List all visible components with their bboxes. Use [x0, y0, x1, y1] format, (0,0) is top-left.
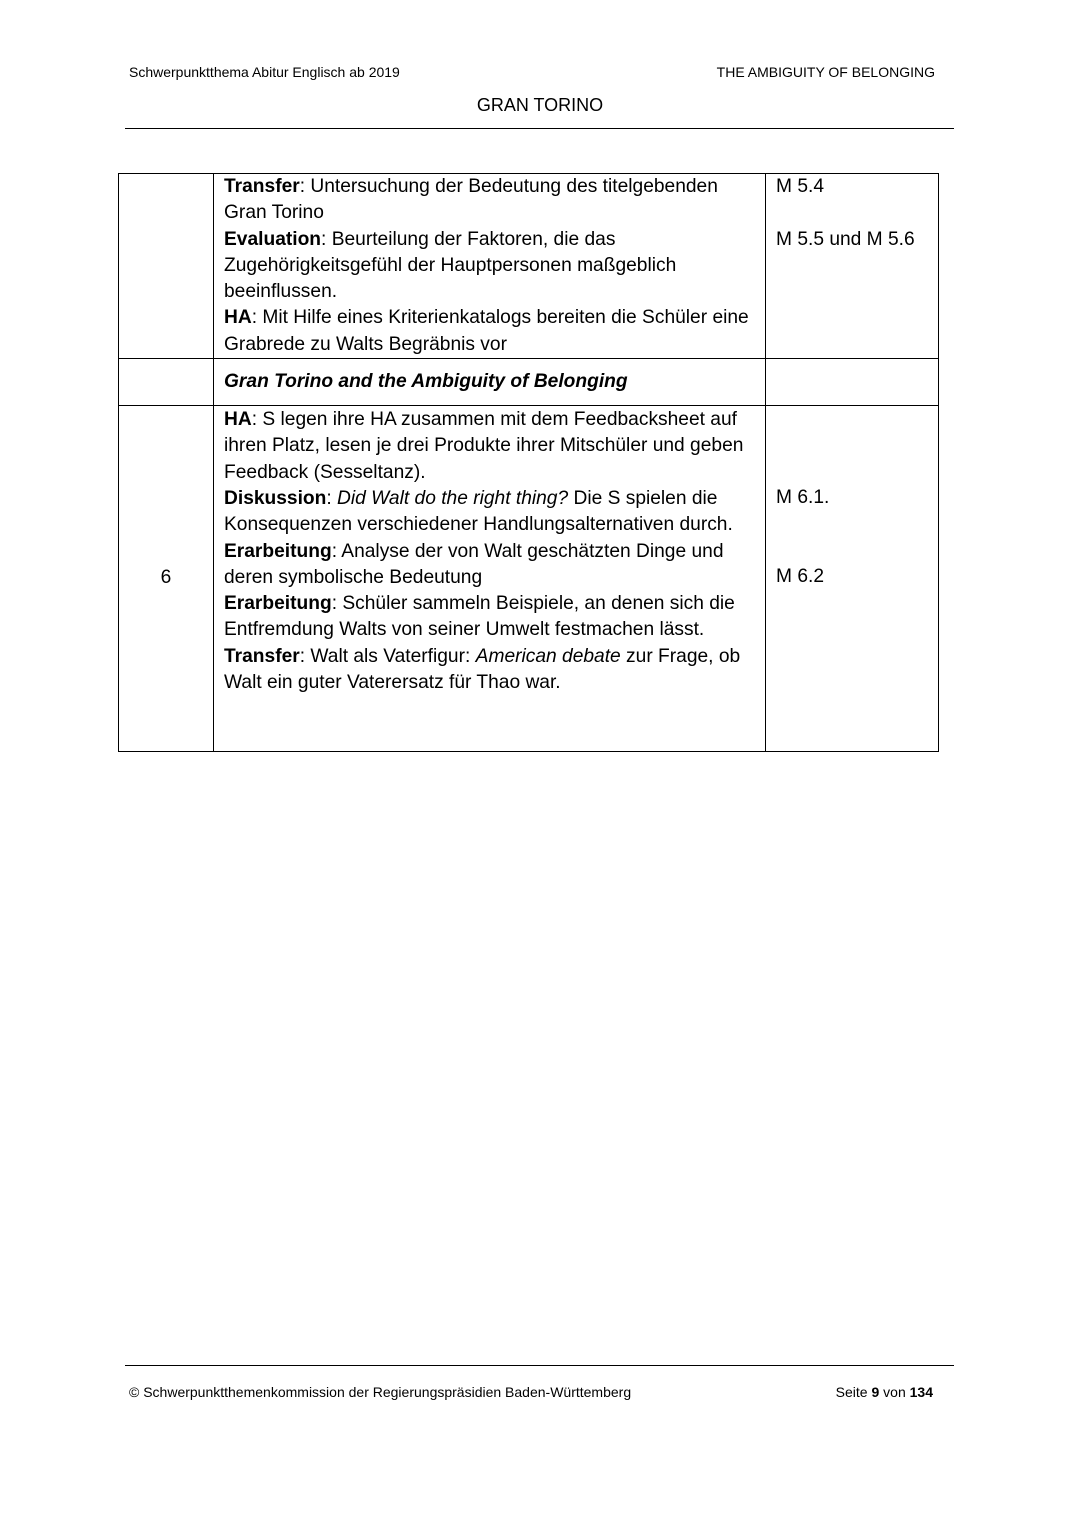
activity-entry [224, 174, 757, 227]
materials-cell [766, 174, 939, 359]
activity-text: : Schüler sammeln Beispiele, an denen sich die Entfremdung Walts von seiner Umwelt festmachen lässt. [224, 593, 735, 641]
page-mid: von [879, 1384, 910, 1400]
activity-cell [214, 406, 766, 752]
activity-label: HA [224, 307, 252, 329]
activity-entry [224, 644, 757, 697]
activity-text: : S legen ihre HA zusammen mit dem Feedbacksheet auf ihren Platz, lesen je drei Produkte ihrer Mitschüler und geben Feedback (Sesseltanz). [224, 409, 744, 483]
lesson-plan-table [118, 173, 939, 752]
materials-cell [766, 406, 939, 752]
footer-copyright: © Schwerpunktthemenkommission der Regierungspräsidien Baden-Württemberg [129, 1384, 632, 1400]
page-prefix: Seite [835, 1384, 872, 1400]
activity-separator: : [326, 487, 338, 509]
activity-label: Diskussion [224, 487, 327, 509]
material-ref: M 5.5 und M 5.6 [776, 228, 915, 250]
page-number [836, 1384, 933, 1400]
section-heading: Gran Torino and the Ambiguity of Belonging [224, 370, 628, 392]
activity-text: : Walt als Vaterfigur: [299, 645, 476, 667]
activity-entry [224, 305, 757, 358]
activity-text: : Analyse der von Walt geschätzten Dinge und deren symbolische Bedeutung [224, 540, 724, 588]
activity-text: : Mit Hilfe eines Kriterienkatalogs bereiten die Schüler eine Grabrede zu Walts Begräbnis vor [224, 307, 749, 355]
activity-entry [224, 486, 757, 539]
lesson-number-cell: 6 [119, 406, 214, 752]
activity-label: Erarbeitung [224, 540, 332, 562]
materials-cell [766, 359, 939, 406]
material-ref: M 5.4 [776, 176, 824, 197]
activity-label: Evaluation [224, 228, 322, 250]
activity-italic: American debate [475, 645, 621, 667]
activity-text: : Beurteilung der Faktoren, die das Zugehörigkeitsgefühl der Hauptpersonen maßgeblich beeinflussen. [224, 228, 677, 303]
table-row [119, 174, 939, 359]
page-total: 134 [909, 1384, 933, 1400]
activity-text: Die S spielen die Konsequenzen verschiedener Handlungsalternativen durch. [224, 487, 733, 536]
activity-label: Transfer [224, 645, 300, 667]
page-current: 9 [871, 1384, 880, 1400]
section-heading-cell [214, 359, 766, 406]
activity-entry [224, 539, 757, 592]
table-row [119, 359, 939, 406]
page-title: GRAN TORINO [476, 95, 604, 115]
footer-divider [125, 1365, 954, 1366]
activity-label: Transfer [224, 176, 300, 197]
activity-entry [224, 227, 757, 306]
header-left-title: Schwerpunktthema Abitur Englisch ab 2019 [129, 64, 400, 80]
activity-label: HA [224, 409, 252, 431]
activity-text: : Untersuchung der Bedeutung des titelgebenden Gran Torino [224, 176, 718, 224]
activity-entry [224, 407, 757, 486]
activity-cell [214, 174, 766, 359]
table-row [119, 406, 939, 752]
header-divider [125, 128, 954, 129]
lesson-number-cell [119, 174, 214, 359]
material-ref: M 6.1. [776, 486, 830, 508]
material-ref: M 6.2 [776, 565, 824, 587]
lesson-number-cell [119, 359, 214, 406]
header-right-title: THE AMBIGUITY OF BELONGING [716, 64, 935, 80]
activity-entry [224, 591, 757, 644]
activity-text: zur Frage, ob Walt ein guter Vaterersatz für Thao war. [224, 645, 741, 694]
activity-italic: Did Walt do the right thing? [337, 487, 569, 509]
activity-label: Erarbeitung [224, 593, 332, 615]
